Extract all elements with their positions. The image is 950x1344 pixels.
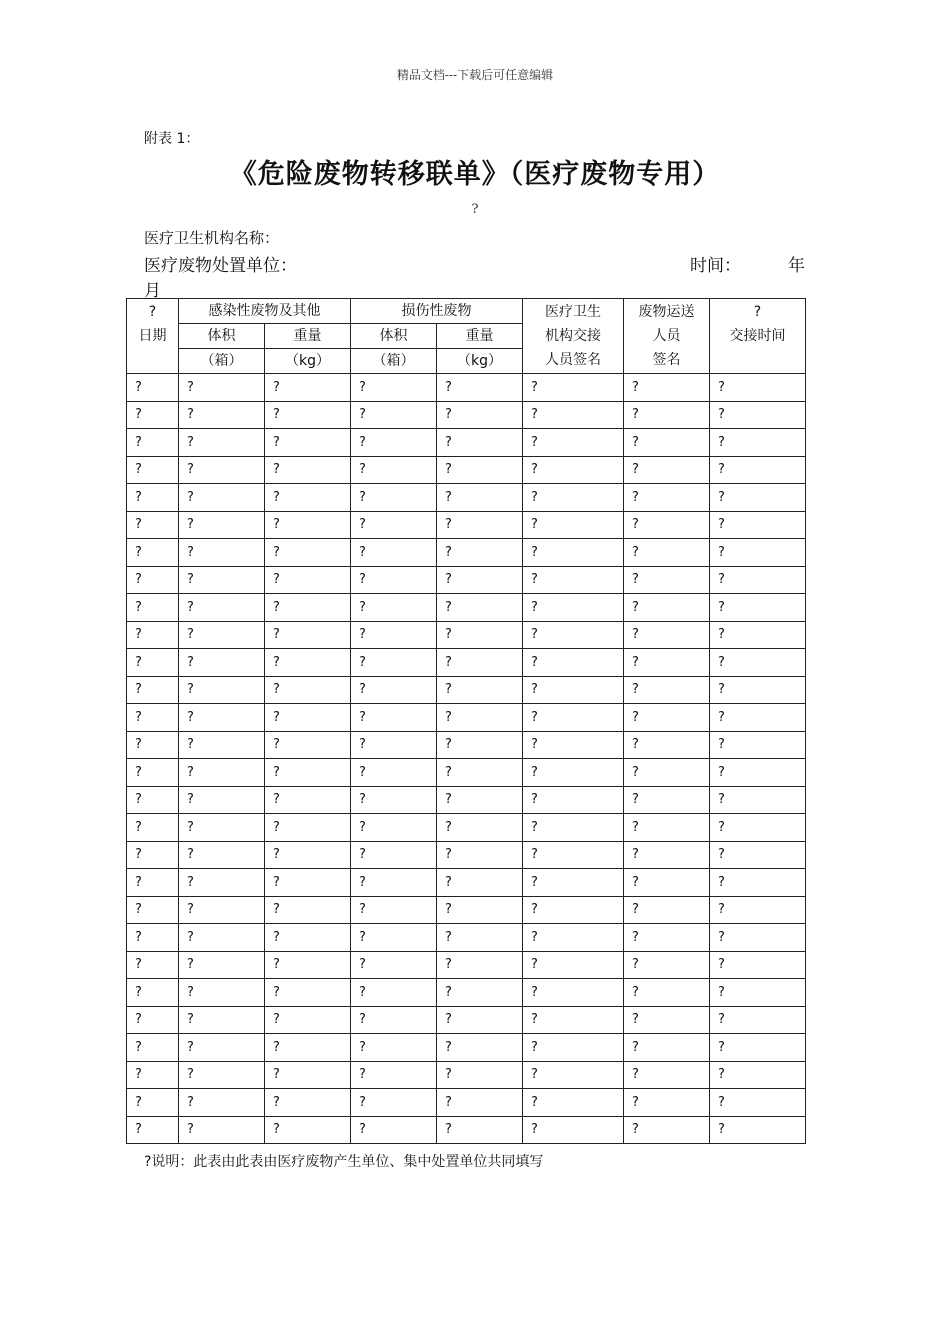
- table-cell[interactable]: ?: [437, 869, 523, 897]
- table-cell[interactable]: ?: [127, 924, 179, 952]
- table-cell[interactable]: ?: [624, 676, 710, 704]
- table-cell[interactable]: ?: [710, 621, 806, 649]
- table-cell[interactable]: ?: [624, 594, 710, 622]
- table-cell[interactable]: ?: [437, 1006, 523, 1034]
- table-cell[interactable]: ?: [624, 951, 710, 979]
- table-cell[interactable]: ?: [710, 566, 806, 594]
- table-cell[interactable]: ?: [265, 374, 351, 402]
- table-cell[interactable]: ?: [265, 979, 351, 1007]
- handover-sign-line1: 医疗卫生: [545, 304, 601, 320]
- table-cell[interactable]: ?: [127, 979, 179, 1007]
- table-cell[interactable]: ?: [265, 1089, 351, 1117]
- institution-name-label: 医疗卫生机构名称：: [144, 229, 280, 247]
- table-cell[interactable]: ?: [437, 649, 523, 677]
- table-row: [127, 1006, 806, 1034]
- transport-sign-line1: 废物运送: [638, 304, 695, 320]
- table-cell[interactable]: ?: [179, 814, 265, 842]
- table-row: [127, 484, 806, 512]
- table-cell[interactable]: ?: [265, 1034, 351, 1062]
- table-cell[interactable]: ?: [265, 731, 351, 759]
- table-cell[interactable]: ?: [127, 1006, 179, 1034]
- table-cell[interactable]: ?: [179, 374, 265, 402]
- table-cell[interactable]: ?: [351, 1034, 437, 1062]
- table-cell[interactable]: ?: [265, 621, 351, 649]
- table-row: [127, 979, 806, 1007]
- table-cell[interactable]: ?: [351, 374, 437, 402]
- document-title: 《危险废物转移联单》（医疗废物专用）: [229, 159, 721, 190]
- table-cell[interactable]: ?: [437, 759, 523, 787]
- table-cell[interactable]: ?: [710, 594, 806, 622]
- year-label: 年: [788, 256, 805, 276]
- table-cell[interactable]: ?: [179, 1006, 265, 1034]
- table-cell[interactable]: ?: [624, 1061, 710, 1089]
- table-cell[interactable]: ?: [437, 1061, 523, 1089]
- table-cell[interactable]: ?: [351, 511, 437, 539]
- table-cell[interactable]: ?: [710, 1061, 806, 1089]
- table-cell[interactable]: ?: [624, 1034, 710, 1062]
- table-cell[interactable]: ?: [437, 951, 523, 979]
- table-cell[interactable]: ?: [351, 759, 437, 787]
- waste-transfer-table: [126, 298, 806, 1144]
- table-cell[interactable]: ?: [265, 869, 351, 897]
- table-cell[interactable]: ?: [179, 869, 265, 897]
- table-cell[interactable]: ?: [351, 1089, 437, 1117]
- table-cell[interactable]: ?: [127, 484, 179, 512]
- table-cell[interactable]: ?: [179, 566, 265, 594]
- table-cell[interactable]: ?: [265, 759, 351, 787]
- table-cell[interactable]: ?: [624, 896, 710, 924]
- table-cell[interactable]: ?: [523, 951, 624, 979]
- table-cell[interactable]: ?: [351, 979, 437, 1007]
- infectious-waste-header: 感染性废物及其他: [179, 299, 351, 324]
- table-cell[interactable]: ?: [127, 429, 179, 457]
- table-cell[interactable]: ?: [437, 1034, 523, 1062]
- table-row: [127, 1116, 806, 1144]
- table-cell[interactable]: ?: [624, 456, 710, 484]
- table-cell[interactable]: ?: [351, 566, 437, 594]
- table-cell[interactable]: ?: [127, 731, 179, 759]
- table-cell[interactable]: ?: [265, 1006, 351, 1034]
- table-cell[interactable]: ?: [179, 841, 265, 869]
- table-cell[interactable]: ?: [351, 484, 437, 512]
- table-cell[interactable]: ?: [351, 786, 437, 814]
- transport-sign-line2: 人员: [652, 328, 681, 344]
- table-cell[interactable]: ?: [624, 924, 710, 952]
- table-cell[interactable]: ?: [523, 511, 624, 539]
- table-cell[interactable]: ?: [710, 786, 806, 814]
- table-cell[interactable]: ?: [523, 1089, 624, 1117]
- table-cell[interactable]: ?: [351, 814, 437, 842]
- table-cell[interactable]: ?: [179, 924, 265, 952]
- table-cell[interactable]: ?: [523, 374, 624, 402]
- table-cell[interactable]: ?: [127, 786, 179, 814]
- table-cell[interactable]: ?: [437, 896, 523, 924]
- sharps-weight-header-l1: 重量: [437, 324, 523, 349]
- table-cell[interactable]: ?: [624, 869, 710, 897]
- handover-sign-line3: 人员签名: [545, 352, 601, 368]
- table-cell[interactable]: ?: [624, 814, 710, 842]
- table-cell[interactable]: ?: [624, 1006, 710, 1034]
- table-cell[interactable]: ?: [265, 1116, 351, 1144]
- table-cell[interactable]: ?: [624, 704, 710, 732]
- sharps-volume-header-l2: （箱）: [351, 349, 437, 374]
- table-cell[interactable]: ?: [624, 1089, 710, 1117]
- table-cell[interactable]: ?: [351, 704, 437, 732]
- table-cell[interactable]: ?: [710, 539, 806, 567]
- table-cell[interactable]: ?: [523, 759, 624, 787]
- table-cell[interactable]: ?: [523, 456, 624, 484]
- table-cell[interactable]: ?: [710, 704, 806, 732]
- table-row: [127, 869, 806, 897]
- table-cell[interactable]: ?: [265, 401, 351, 429]
- infectious-weight-header-l1: 重量: [265, 324, 351, 349]
- table-cell[interactable]: ?: [437, 676, 523, 704]
- table-cell[interactable]: ?: [179, 1034, 265, 1062]
- table-cell[interactable]: ?: [523, 1006, 624, 1034]
- table-cell[interactable]: ?: [523, 539, 624, 567]
- handover-time-label: 交接时间: [729, 328, 786, 344]
- table-cell[interactable]: ?: [523, 979, 624, 1007]
- infectious-weight-header-l2: （kg）: [265, 349, 351, 374]
- table-cell[interactable]: ?: [127, 814, 179, 842]
- table-cell[interactable]: ?: [624, 511, 710, 539]
- table-cell[interactable]: ?: [437, 456, 523, 484]
- table-cell[interactable]: ?: [523, 484, 624, 512]
- appendix-label: 附表 1：: [144, 131, 200, 147]
- table-cell[interactable]: ?: [710, 924, 806, 952]
- table-cell[interactable]: ?: [127, 704, 179, 732]
- table-cell[interactable]: ?: [179, 731, 265, 759]
- table-cell[interactable]: ?: [127, 1034, 179, 1062]
- table-cell[interactable]: ?: [127, 456, 179, 484]
- table-cell[interactable]: ?: [710, 814, 806, 842]
- sharps-waste-header: 损伤性废物: [351, 299, 523, 324]
- table-cell[interactable]: ?: [127, 841, 179, 869]
- remark-note: ?说明：此表由此表由医疗废物产生单位、集中处置单位共同填写: [144, 1154, 544, 1170]
- table-cell[interactable]: ?: [710, 896, 806, 924]
- table-cell[interactable]: ?: [523, 814, 624, 842]
- table-cell[interactable]: ?: [265, 951, 351, 979]
- table-row: [127, 704, 806, 732]
- table-cell[interactable]: ?: [437, 814, 523, 842]
- table-row: [127, 731, 806, 759]
- table-cell[interactable]: ?: [437, 374, 523, 402]
- table-cell[interactable]: ?: [624, 841, 710, 869]
- table-row: [127, 401, 806, 429]
- table-cell[interactable]: ?: [127, 759, 179, 787]
- infectious-volume-header-l2: （箱）: [179, 349, 265, 374]
- table-cell[interactable]: ?: [179, 951, 265, 979]
- table-cell[interactable]: ?: [265, 566, 351, 594]
- handover-time-header: [710, 299, 806, 374]
- table-cell[interactable]: ?: [127, 401, 179, 429]
- table-cell[interactable]: ?: [351, 896, 437, 924]
- table-cell[interactable]: ?: [127, 1116, 179, 1144]
- table-cell[interactable]: ?: [710, 759, 806, 787]
- table-cell[interactable]: ?: [437, 731, 523, 759]
- table-cell[interactable]: ?: [179, 456, 265, 484]
- table-cell[interactable]: ?: [523, 841, 624, 869]
- table-cell[interactable]: ?: [437, 429, 523, 457]
- table-cell[interactable]: ?: [179, 1061, 265, 1089]
- table-cell[interactable]: ?: [437, 621, 523, 649]
- table-cell[interactable]: ?: [710, 841, 806, 869]
- table-cell[interactable]: ?: [351, 401, 437, 429]
- table-row: [127, 1089, 806, 1117]
- table-cell[interactable]: ?: [265, 429, 351, 457]
- table-cell[interactable]: ?: [351, 1061, 437, 1089]
- table-cell[interactable]: ?: [710, 869, 806, 897]
- table-row: [127, 951, 806, 979]
- table-cell[interactable]: ?: [624, 731, 710, 759]
- table-row: [127, 759, 806, 787]
- table-cell[interactable]: ?: [710, 1034, 806, 1062]
- table-cell[interactable]: ?: [437, 979, 523, 1007]
- table-cell[interactable]: ?: [437, 924, 523, 952]
- table-cell[interactable]: ?: [710, 951, 806, 979]
- table-cell[interactable]: ?: [127, 374, 179, 402]
- table-cell[interactable]: ?: [624, 374, 710, 402]
- table-cell[interactable]: ?: [179, 594, 265, 622]
- table-cell[interactable]: ?: [523, 786, 624, 814]
- table-cell[interactable]: ?: [265, 539, 351, 567]
- table-cell[interactable]: ?: [523, 594, 624, 622]
- table-cell[interactable]: ?: [624, 759, 710, 787]
- table-cell[interactable]: ?: [127, 869, 179, 897]
- table-cell[interactable]: ?: [624, 786, 710, 814]
- table-cell[interactable]: ?: [437, 1089, 523, 1117]
- table-cell[interactable]: ?: [265, 896, 351, 924]
- table-cell[interactable]: ?: [710, 1116, 806, 1144]
- table-cell[interactable]: ?: [710, 429, 806, 457]
- table-cell[interactable]: ?: [437, 401, 523, 429]
- table-cell[interactable]: ?: [265, 841, 351, 869]
- table-row: [127, 456, 806, 484]
- table-cell[interactable]: ?: [179, 1116, 265, 1144]
- table-cell[interactable]: ?: [624, 539, 710, 567]
- table-cell[interactable]: ?: [523, 401, 624, 429]
- sharps-weight-header-l2: （kg）: [437, 349, 523, 374]
- table-cell[interactable]: ?: [351, 621, 437, 649]
- disposal-unit-label: 医疗废物处置单位：: [144, 256, 297, 276]
- table-cell[interactable]: ?: [127, 539, 179, 567]
- table-cell[interactable]: ?: [710, 649, 806, 677]
- table-cell[interactable]: ?: [179, 511, 265, 539]
- table-cell[interactable]: ?: [437, 786, 523, 814]
- table-cell[interactable]: ?: [127, 896, 179, 924]
- table-row: [127, 566, 806, 594]
- table-cell[interactable]: ?: [437, 566, 523, 594]
- table-cell[interactable]: ?: [351, 676, 437, 704]
- table-cell[interactable]: ?: [624, 429, 710, 457]
- table-cell[interactable]: ?: [179, 759, 265, 787]
- table-cell[interactable]: ?: [127, 621, 179, 649]
- table-cell[interactable]: ?: [710, 1006, 806, 1034]
- subtitle-mark: ?: [471, 202, 479, 217]
- table-cell[interactable]: ?: [127, 649, 179, 677]
- table-cell[interactable]: ?: [351, 456, 437, 484]
- table-cell[interactable]: ?: [127, 566, 179, 594]
- table-row: [127, 1061, 806, 1089]
- table-cell[interactable]: ?: [523, 566, 624, 594]
- time-label: 时间：: [690, 256, 741, 276]
- handover-time-mark: ?: [753, 304, 762, 320]
- handover-sign-header: [523, 299, 624, 374]
- table-cell[interactable]: ?: [523, 924, 624, 952]
- table-cell[interactable]: ?: [710, 676, 806, 704]
- table-cell[interactable]: ?: [179, 539, 265, 567]
- table-cell[interactable]: ?: [127, 951, 179, 979]
- table-body: [127, 374, 806, 1144]
- table-cell[interactable]: ?: [624, 484, 710, 512]
- table-cell[interactable]: ?: [179, 979, 265, 1007]
- date-mark: ?: [148, 304, 157, 320]
- table-cell[interactable]: ?: [351, 1006, 437, 1034]
- table-cell[interactable]: ?: [710, 511, 806, 539]
- month-label: 月: [144, 281, 161, 301]
- table-cell[interactable]: ?: [351, 951, 437, 979]
- table-cell[interactable]: ?: [624, 649, 710, 677]
- table-cell[interactable]: ?: [265, 786, 351, 814]
- sharps-volume-header-l1: 体积: [351, 324, 437, 349]
- table-cell[interactable]: ?: [265, 484, 351, 512]
- table-cell[interactable]: ?: [523, 704, 624, 732]
- table-cell[interactable]: ?: [351, 731, 437, 759]
- table-cell[interactable]: ?: [351, 429, 437, 457]
- table-cell[interactable]: ?: [710, 731, 806, 759]
- table-cell[interactable]: ?: [523, 731, 624, 759]
- table-cell[interactable]: ?: [624, 1116, 710, 1144]
- table-cell[interactable]: ?: [710, 401, 806, 429]
- table-cell[interactable]: ?: [179, 896, 265, 924]
- table-cell[interactable]: ?: [127, 1089, 179, 1117]
- table-cell[interactable]: ?: [127, 511, 179, 539]
- table-row: [127, 621, 806, 649]
- table-row: [127, 1034, 806, 1062]
- table-cell[interactable]: ?: [351, 539, 437, 567]
- table-cell[interactable]: ?: [265, 1061, 351, 1089]
- table-cell[interactable]: ?: [351, 924, 437, 952]
- table-cell[interactable]: ?: [351, 869, 437, 897]
- table-cell[interactable]: ?: [179, 484, 265, 512]
- table-cell[interactable]: ?: [179, 1089, 265, 1117]
- table-cell[interactable]: ?: [179, 704, 265, 732]
- table-cell[interactable]: ?: [710, 374, 806, 402]
- table-cell[interactable]: ?: [523, 869, 624, 897]
- table-cell[interactable]: ?: [710, 456, 806, 484]
- table-cell[interactable]: ?: [265, 456, 351, 484]
- table-cell[interactable]: ?: [624, 979, 710, 1007]
- table-cell[interactable]: ?: [351, 594, 437, 622]
- table-cell[interactable]: ?: [624, 566, 710, 594]
- transport-sign-line3: 签名: [652, 352, 681, 368]
- table-cell[interactable]: ?: [127, 594, 179, 622]
- table-row: [127, 594, 806, 622]
- table-cell[interactable]: ?: [179, 429, 265, 457]
- table-cell[interactable]: ?: [437, 594, 523, 622]
- table-cell[interactable]: ?: [127, 676, 179, 704]
- table-row: [127, 676, 806, 704]
- table-cell[interactable]: ?: [179, 401, 265, 429]
- table-cell[interactable]: ?: [710, 979, 806, 1007]
- table-cell[interactable]: ?: [179, 621, 265, 649]
- table-row: [127, 786, 806, 814]
- table-cell[interactable]: ?: [437, 539, 523, 567]
- table-cell[interactable]: ?: [265, 676, 351, 704]
- table-cell[interactable]: ?: [523, 429, 624, 457]
- table-row: [127, 841, 806, 869]
- table-cell[interactable]: ?: [437, 511, 523, 539]
- table-cell[interactable]: ?: [127, 1061, 179, 1089]
- table-cell[interactable]: ?: [523, 676, 624, 704]
- table-cell[interactable]: ?: [523, 649, 624, 677]
- table-cell[interactable]: ?: [437, 841, 523, 869]
- table-cell[interactable]: ?: [179, 649, 265, 677]
- table-cell[interactable]: ?: [265, 511, 351, 539]
- table-row: [127, 539, 806, 567]
- table-cell[interactable]: ?: [710, 484, 806, 512]
- table-cell[interactable]: ?: [179, 676, 265, 704]
- table-row: [127, 374, 806, 402]
- table-cell[interactable]: ?: [179, 786, 265, 814]
- table-cell[interactable]: ?: [437, 704, 523, 732]
- table-cell[interactable]: ?: [523, 896, 624, 924]
- table-cell[interactable]: ?: [523, 1116, 624, 1144]
- table-row: [127, 511, 806, 539]
- table-cell[interactable]: ?: [624, 401, 710, 429]
- transport-sign-header: [624, 299, 710, 374]
- table-cell[interactable]: ?: [437, 484, 523, 512]
- table-cell[interactable]: ?: [523, 1034, 624, 1062]
- table-row: [127, 896, 806, 924]
- table-cell[interactable]: ?: [265, 704, 351, 732]
- page-header-note: 精品文档---下载后可任意编辑: [396, 68, 554, 82]
- table-cell[interactable]: ?: [624, 621, 710, 649]
- table-cell[interactable]: ?: [710, 1089, 806, 1117]
- infectious-volume-header-l1: 体积: [179, 324, 265, 349]
- date-header-cell: [127, 299, 179, 374]
- table-row: [127, 924, 806, 952]
- table-row: [127, 814, 806, 842]
- table-cell[interactable]: ?: [265, 594, 351, 622]
- table-cell[interactable]: ?: [265, 924, 351, 952]
- table-cell[interactable]: ?: [265, 814, 351, 842]
- table-cell[interactable]: ?: [265, 649, 351, 677]
- handover-sign-line2: 机构交接: [545, 328, 601, 344]
- table-row: [127, 429, 806, 457]
- date-header: 日期: [138, 328, 167, 344]
- table-cell[interactable]: ?: [437, 1116, 523, 1144]
- table-cell[interactable]: ?: [351, 649, 437, 677]
- table-cell[interactable]: ?: [523, 1061, 624, 1089]
- table-cell[interactable]: ?: [351, 841, 437, 869]
- table-row: [127, 649, 806, 677]
- table-cell[interactable]: ?: [351, 1116, 437, 1144]
- table-cell[interactable]: ?: [523, 621, 624, 649]
